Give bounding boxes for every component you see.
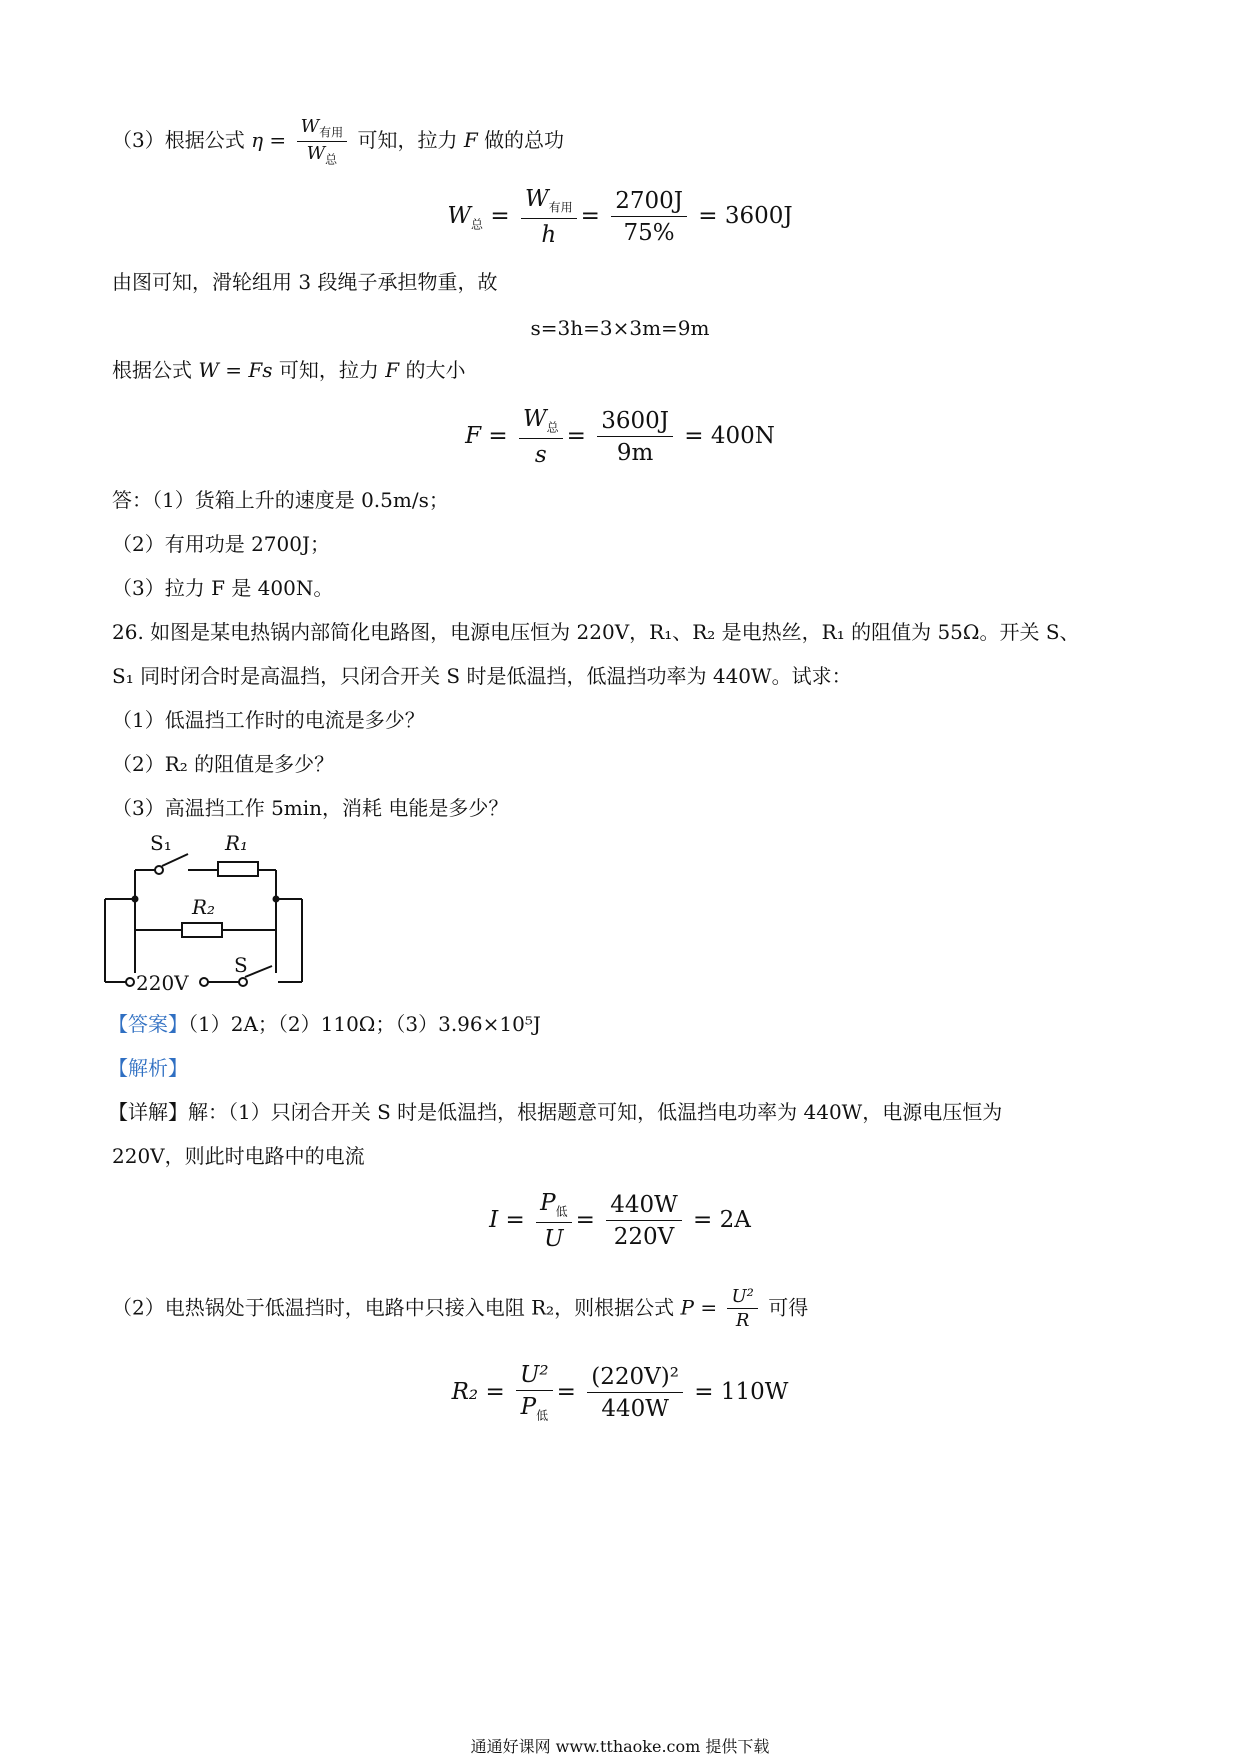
label-s: S (234, 953, 248, 977)
answer-line-3: （3）拉力 F 是 400N。 (112, 576, 334, 600)
question-26-sub-1: （1）低温挡工作时的电流是多少？ (112, 708, 425, 732)
equation-total-work: $W_总$ = $\frac{W_{有用}}{h}$ = $\frac{2700J}{75\%}$ = 3600J (447, 186, 793, 248)
answer-line-1: 答：（1）货箱上升的速度是 0.5m/s； (112, 488, 449, 512)
question-26-line-1: 26. 如图是某电热锅内部简化电路图，电源电压恒为 220V，R₁、R₂ 是电热丝，R₁ 的阻值为 55Ω。开关 S、 (112, 620, 1080, 644)
page-footer: 通通好课网 www.tthaoke.com 提供下载 (470, 1737, 770, 1756)
para-3-formula (112, 118, 564, 165)
answer-line-2: （2）有用功是 2700J； (112, 532, 330, 556)
text-tail2: 做的总功 (484, 128, 565, 153)
para-power-formula: （2）电热锅处于低温挡时，电路中只接入电阻 R₂，则根据公式 P = $\frac{\text{U²}}{R}$ 可得 (112, 1286, 809, 1331)
equation-distance: s=3h=3×3m=9m (530, 316, 710, 340)
detail-text: 解：（1）只闭合开关 S 时是低温挡，根据题意可知，低温挡电功率为 440W，电源电压恒为 (188, 1100, 1003, 1124)
label-r2: R₂ (192, 895, 216, 919)
label-r1: R₁ (225, 831, 249, 855)
label-voltage: 220V (136, 971, 189, 995)
para-force-formula: 根据公式 W = Fs 可知，拉力 F 的大小 (112, 358, 466, 382)
question-26-line-2: S₁ 同时闭合时是高温挡，只闭合开关 S 时是低温挡，低温挡功率为 440W。试求： (112, 664, 852, 688)
text-tail: 可知，拉力 (357, 128, 458, 153)
answer-block (108, 1014, 541, 1034)
detail-tag: 【详解】 (108, 1100, 188, 1124)
circuit-diagram (100, 826, 360, 1026)
question-26-sub-3: （3）高温挡工作 5min，消耗 电能是多少？ (112, 796, 509, 820)
answer-tag: 【答案】 (108, 1012, 188, 1036)
var-F: F (463, 128, 478, 153)
equation-resistance: R₂ = $\frac{\text{U²}}{P_低}$ = $\frac{\text{(220V)²}}{440W}$ = 110W (451, 1362, 789, 1423)
para-rope-segments: 由图可知，滑轮组用 3 段绳子承担物重，故 (112, 270, 498, 294)
detail-line-2: 220V，则此时电路中的电流 (112, 1144, 365, 1168)
label-s1: S₁ (150, 831, 172, 855)
equation-current: I = $\frac{P_低}{U}$ = $\frac{440W}{220V}$ = 2A (489, 1190, 751, 1252)
text-lead: （3）根据公式 (112, 128, 245, 153)
question-26-sub-2: （2）R₂ 的阻值是多少？ (112, 752, 335, 776)
detail-line-1 (108, 1102, 1002, 1122)
eta-symbol: η = (251, 128, 287, 153)
efficiency-fraction: $\frac{W_{有用}}{W_总}$ (297, 118, 348, 165)
answer-text: （1）2A；（2）110Ω；（3）3.96×10⁵J (188, 1012, 541, 1036)
analysis-tag: 【解析】 (108, 1056, 188, 1080)
equation-force: F = $\frac{W_总}{s}$ = $\frac{3600J}{9m}$ = 400N (465, 406, 775, 468)
